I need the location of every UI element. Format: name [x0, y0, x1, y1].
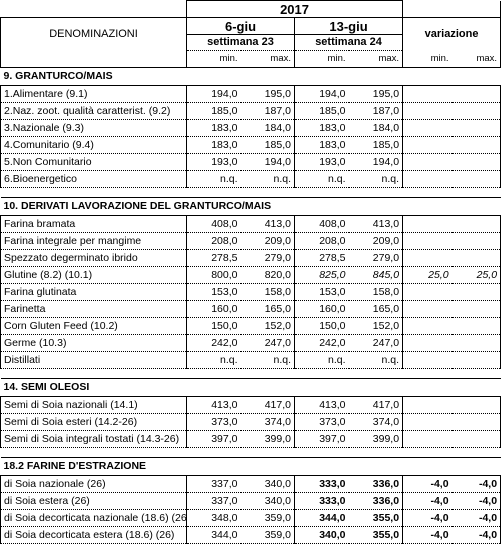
section-spacer — [1, 188, 501, 198]
row-name: Farina glutinata — [1, 284, 187, 301]
variation-cell — [403, 120, 452, 137]
price-cell: n.q. — [241, 171, 295, 188]
price-cell: 158,0 — [349, 284, 403, 301]
denominazioni-header: DENOMINAZIONI — [1, 18, 187, 51]
price-cell: 359,0 — [241, 527, 295, 544]
price-cell: 195,0 — [349, 86, 403, 103]
price-cell: 183,0 — [295, 137, 349, 154]
table-row — [1, 335, 501, 352]
section-title: 14. SEMI OLEOSI — [1, 379, 501, 397]
table-body — [1, 68, 501, 544]
price-cell: 183,0 — [295, 120, 349, 137]
row-name: Farina bramata — [1, 216, 187, 233]
row-name: Semi di Soia esteri (14.2-26) — [1, 414, 187, 431]
price-cell: 374,0 — [241, 414, 295, 431]
price-cell: 185,0 — [187, 103, 241, 120]
table-row — [1, 171, 501, 188]
row-name: Glutine (8.2) (10.1) — [1, 267, 187, 284]
row-name: di Soia nazionale (26) — [1, 476, 187, 493]
variation-cell — [403, 154, 452, 171]
price-cell: 208,0 — [187, 233, 241, 250]
variation-cell — [452, 397, 501, 414]
variation-cell — [403, 431, 452, 448]
variation-cell — [403, 318, 452, 335]
price-cell: 373,0 — [187, 414, 241, 431]
price-cell: 165,0 — [241, 301, 295, 318]
row-name: di Soia estera (26) — [1, 493, 187, 510]
price-cell: 184,0 — [349, 120, 403, 137]
table-row — [1, 284, 501, 301]
row-name: Corn Gluten Feed (10.2) — [1, 318, 187, 335]
table-row — [1, 120, 501, 137]
table-row — [1, 397, 501, 414]
price-cell: 355,0 — [349, 510, 403, 527]
variation-cell — [452, 414, 501, 431]
row-name: 2.Naz. zoot. qualità caratterist. (9.2) — [1, 103, 187, 120]
price-cell: 187,0 — [349, 103, 403, 120]
table-row — [1, 510, 501, 527]
price-cell: 825,0 — [295, 267, 349, 284]
variation-cell: -4,0 — [452, 476, 501, 493]
variation-cell — [452, 352, 501, 369]
row-name: Distillati — [1, 352, 187, 369]
price-cell: 333,0 — [295, 493, 349, 510]
table-row — [1, 301, 501, 318]
section-title: 10. DERIVATI LAVORAZIONE DEL GRANTURCO/MAIS — [1, 198, 501, 216]
section-header — [1, 379, 501, 397]
variation-cell — [403, 335, 452, 352]
variation-cell: -4,0 — [452, 493, 501, 510]
price-cell: 397,0 — [187, 431, 241, 448]
price-cell: 397,0 — [295, 431, 349, 448]
section-header — [1, 458, 501, 476]
variation-cell — [452, 120, 501, 137]
price-cell: 194,0 — [187, 86, 241, 103]
price-cell: n.q. — [349, 171, 403, 188]
price-cell: 333,0 — [295, 476, 349, 493]
variation-cell — [452, 154, 501, 171]
table-row — [1, 250, 501, 267]
price-cell: 165,0 — [349, 301, 403, 318]
variation-cell: 25,0 — [403, 267, 452, 284]
price-cell: 417,0 — [349, 397, 403, 414]
row-name: Farinetta — [1, 301, 187, 318]
variation-cell — [452, 233, 501, 250]
price-cell: 408,0 — [187, 216, 241, 233]
max-header: max. — [452, 51, 501, 68]
variation-cell: -4,0 — [452, 527, 501, 544]
table-row — [1, 154, 501, 171]
price-cell: 278,5 — [295, 250, 349, 267]
price-cell: n.q. — [241, 352, 295, 369]
variation-cell: -4,0 — [403, 510, 452, 527]
price-cell: 413,0 — [241, 216, 295, 233]
price-cell: 242,0 — [295, 335, 349, 352]
date-col2: 13-giu — [295, 18, 403, 35]
price-cell: 279,0 — [241, 250, 295, 267]
variation-cell — [403, 137, 452, 154]
week-col2: settimana 24 — [295, 35, 403, 51]
price-cell: n.q. — [295, 171, 349, 188]
variation-cell — [403, 216, 452, 233]
price-cell: 337,0 — [187, 476, 241, 493]
variation-cell: 25,0 — [452, 267, 501, 284]
price-cell: 399,0 — [349, 431, 403, 448]
price-cell: 209,0 — [241, 233, 295, 250]
variation-cell: -4,0 — [403, 527, 452, 544]
price-cell: 413,0 — [349, 216, 403, 233]
variation-cell — [403, 103, 452, 120]
price-cell: 340,0 — [241, 476, 295, 493]
price-cell: 845,0 — [349, 267, 403, 284]
variation-cell — [403, 284, 452, 301]
price-cell: 153,0 — [295, 284, 349, 301]
price-cell: 344,0 — [295, 510, 349, 527]
price-cell: 800,0 — [187, 267, 241, 284]
price-cell: 373,0 — [295, 414, 349, 431]
table-row — [1, 216, 501, 233]
variation-cell — [452, 171, 501, 188]
price-cell: 820,0 — [241, 267, 295, 284]
price-cell: 184,0 — [241, 120, 295, 137]
price-cell: 340,0 — [241, 493, 295, 510]
price-cell: 150,0 — [295, 318, 349, 335]
row-name: 6.Bioenergetico — [1, 171, 187, 188]
year-header: 2017 — [187, 1, 403, 18]
row-name: 1.Alimentare (9.1) — [1, 86, 187, 103]
price-cell: n.q. — [349, 352, 403, 369]
table-row — [1, 527, 501, 544]
section-spacer — [1, 369, 501, 379]
price-cell: 279,0 — [349, 250, 403, 267]
price-cell: 337,0 — [187, 493, 241, 510]
price-cell: 183,0 — [187, 137, 241, 154]
price-cell: 247,0 — [349, 335, 403, 352]
price-cell: 158,0 — [241, 284, 295, 301]
price-cell: 209,0 — [349, 233, 403, 250]
price-cell: 278,5 — [187, 250, 241, 267]
variation-cell — [452, 250, 501, 267]
price-cell: 336,0 — [349, 476, 403, 493]
price-cell: 153,0 — [187, 284, 241, 301]
price-cell: 408,0 — [295, 216, 349, 233]
price-cell: 359,0 — [241, 510, 295, 527]
row-name: di Soia decorticata estera (18.6) (26) — [1, 527, 187, 544]
date-col1: 6-giu — [187, 18, 295, 35]
table-row — [1, 431, 501, 448]
section-header — [1, 68, 501, 86]
table-row — [1, 414, 501, 431]
table-row — [1, 137, 501, 154]
price-cell: 374,0 — [349, 414, 403, 431]
table-row — [1, 86, 501, 103]
row-name: 5.Non Comunitario — [1, 154, 187, 171]
price-cell: 185,0 — [241, 137, 295, 154]
row-name: 4.Comunitario (9.4) — [1, 137, 187, 154]
price-cell: 185,0 — [349, 137, 403, 154]
section-title: 9. GRANTURCO/MAIS — [1, 68, 501, 86]
price-cell: 242,0 — [187, 335, 241, 352]
row-name: di Soia decorticata nazionale (18.6) (26 — [1, 510, 187, 527]
price-cell: 160,0 — [187, 301, 241, 318]
variazione-header: variazione — [403, 18, 501, 51]
variation-cell — [403, 233, 452, 250]
price-cell: 193,0 — [295, 154, 349, 171]
price-cell: 185,0 — [295, 103, 349, 120]
price-cell: 340,0 — [295, 527, 349, 544]
price-cell: 193,0 — [187, 154, 241, 171]
row-name: Farina integrale per mangime — [1, 233, 187, 250]
variation-cell — [452, 103, 501, 120]
row-name: Semi di Soia integrali tostati (14.3-26) — [1, 431, 187, 448]
table-row — [1, 352, 501, 369]
price-cell: 152,0 — [241, 318, 295, 335]
price-cell: 194,0 — [295, 86, 349, 103]
variation-cell — [452, 137, 501, 154]
price-cell: 413,0 — [187, 397, 241, 414]
variation-cell: -4,0 — [403, 493, 452, 510]
max-header: max. — [349, 51, 403, 68]
row-name: 3.Nazionale (9.3) — [1, 120, 187, 137]
variation-cell — [452, 318, 501, 335]
table-row — [1, 318, 501, 335]
min-header: min. — [403, 51, 452, 68]
table-row — [1, 233, 501, 250]
table-row — [1, 493, 501, 510]
price-cell: 160,0 — [295, 301, 349, 318]
variation-cell — [403, 250, 452, 267]
price-cell: n.q. — [295, 352, 349, 369]
variation-cell — [452, 335, 501, 352]
price-cell: n.q. — [187, 171, 241, 188]
variation-cell — [403, 301, 452, 318]
price-cell: 150,0 — [187, 318, 241, 335]
price-cell: 187,0 — [241, 103, 295, 120]
price-cell: 336,0 — [349, 493, 403, 510]
price-cell: 195,0 — [241, 86, 295, 103]
variation-cell — [403, 414, 452, 431]
variation-cell — [452, 86, 501, 103]
price-cell: 413,0 — [295, 397, 349, 414]
variation-cell — [452, 431, 501, 448]
price-cell: 194,0 — [349, 154, 403, 171]
price-cell: 247,0 — [241, 335, 295, 352]
price-cell: 417,0 — [241, 397, 295, 414]
price-cell: 183,0 — [187, 120, 241, 137]
section-spacer — [1, 448, 501, 458]
section-title: 18.2 FARINE D'ESTRAZIONE — [1, 458, 501, 476]
variation-cell — [452, 301, 501, 318]
section-header — [1, 198, 501, 216]
max-header: max. — [241, 51, 295, 68]
price-cell: 208,0 — [295, 233, 349, 250]
price-cell: 348,0 — [187, 510, 241, 527]
price-cell: 344,0 — [187, 527, 241, 544]
week-col1: settimana 23 — [187, 35, 295, 51]
min-header: min. — [295, 51, 349, 68]
variation-cell — [452, 216, 501, 233]
price-cell: 194,0 — [241, 154, 295, 171]
variation-cell — [452, 284, 501, 301]
price-cell: 152,0 — [349, 318, 403, 335]
row-name: Semi di Soia nazionali (14.1) — [1, 397, 187, 414]
price-cell: 399,0 — [241, 431, 295, 448]
variation-cell — [403, 86, 452, 103]
row-name: Spezzato degerminato ibrido — [1, 250, 187, 267]
variation-cell: -4,0 — [452, 510, 501, 527]
price-cell: n.q. — [187, 352, 241, 369]
table-row — [1, 267, 501, 284]
min-header: min. — [187, 51, 241, 68]
table-row — [1, 103, 501, 120]
row-name: Germe (10.3) — [1, 335, 187, 352]
table-row — [1, 476, 501, 493]
variation-cell — [403, 171, 452, 188]
variation-cell — [403, 397, 452, 414]
variation-cell — [403, 352, 452, 369]
variation-cell: -4,0 — [403, 476, 452, 493]
price-cell: 355,0 — [349, 527, 403, 544]
